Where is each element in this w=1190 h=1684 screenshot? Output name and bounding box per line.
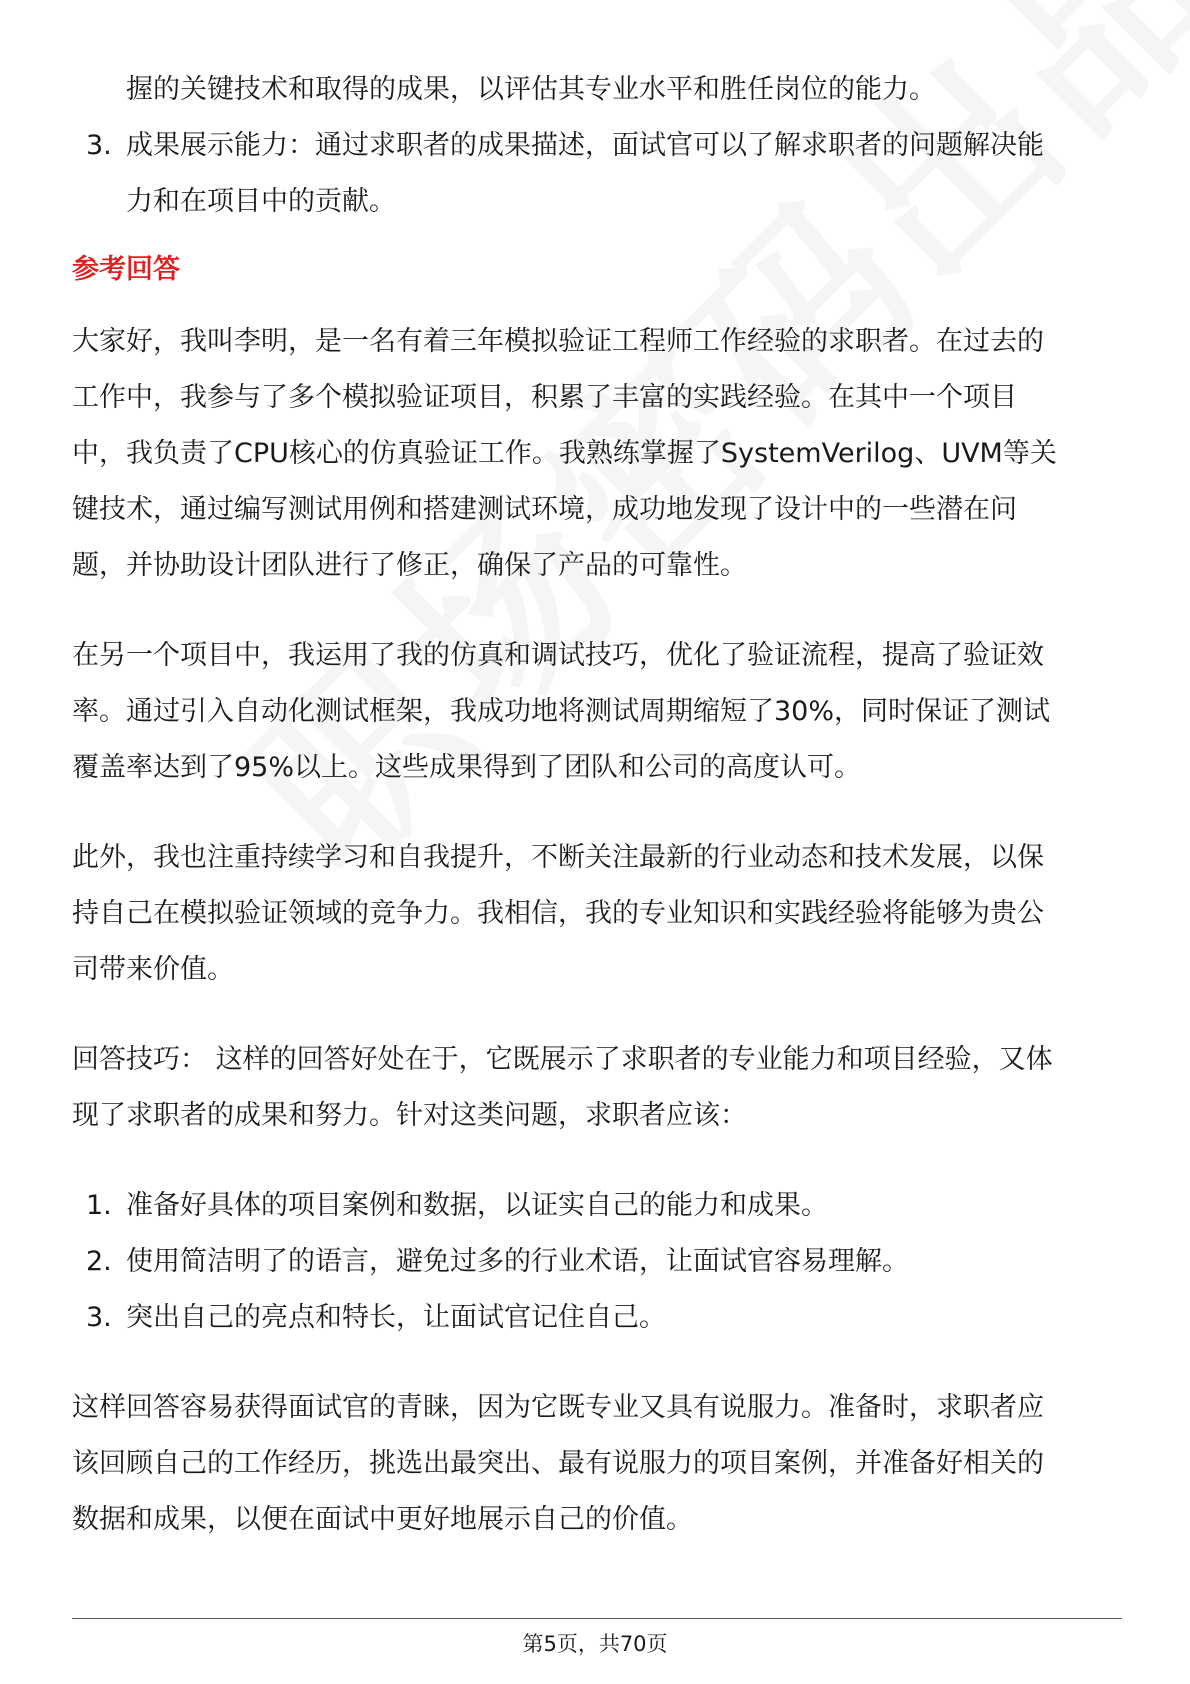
list-item: [72, 1290, 1122, 1346]
list-item: [72, 118, 1122, 174]
paragraph-4: [72, 1032, 1122, 1144]
paragraph-1: [72, 314, 1122, 594]
list-number: 1.: [86, 1190, 112, 1221]
paragraph-5: [72, 1380, 1122, 1548]
text-line: 率。通过引入自动化测试框架，我成功地将测试周期缩短了30%，同时保证了测试: [72, 696, 1051, 727]
text-line: 题，并协助设计团队进行了修正，确保了产品的可靠性。: [72, 550, 747, 581]
text-line: 现了求职者的成果和努力。针对这类问题，求职者应该：: [72, 1100, 747, 1131]
text-line: 数据和成果，以便在面试中更好地展示自己的价值。: [72, 1504, 693, 1535]
text-line: 大家好，我叫李明，是一名有着三年模拟验证工程师工作经验的求职者。在过去的: [72, 326, 1044, 357]
section-heading: 参考回答: [72, 254, 180, 285]
paragraph-3: [72, 830, 1122, 998]
text-line: 工作中，我参与了多个模拟验证项目，积累了丰富的实践经验。在其中一个项目: [72, 382, 1017, 413]
document-page: [72, 62, 1122, 1548]
text-line: 持自己在模拟验证领域的竞争力。我相信，我的专业知识和实践经验将能够为贵公: [72, 898, 1044, 929]
list-continuation-text: 握的关键技术和取得的成果，以评估其专业水平和胜任岗位的能力。: [126, 74, 936, 105]
list-item-wrap: [72, 174, 1122, 230]
list-item-text: 成果展示能力：通过求职者的成果描述，面试官可以了解求职者的问题解决能: [126, 130, 1044, 161]
list-item: [72, 1178, 1122, 1234]
list-item-text: 突出自己的亮点和特长，让面试官记住自己。: [126, 1302, 666, 1333]
list-continuation: [72, 62, 1122, 118]
list-number: 2.: [86, 1246, 112, 1277]
list-item-text: 使用简洁明了的语言，避免过多的行业术语，让面试官容易理解。: [126, 1246, 909, 1277]
list-number: 3.: [86, 130, 112, 161]
text-line: 这样回答容易获得面试官的青睐，因为它既专业又具有说服力。准备时，求职者应: [72, 1392, 1044, 1423]
list-item-text-line2: 力和在项目中的贡献。: [126, 186, 396, 217]
list-item: [72, 1234, 1122, 1290]
text-line: 回答技巧： 这样的回答好处在于，它既展示了求职者的专业能力和项目经验，又体: [72, 1044, 1053, 1075]
text-line: 中，我负责了CPU核心的仿真验证工作。我熟练掌握了SystemVerilog、UVM等关: [72, 438, 1057, 469]
footer-divider: [72, 1618, 1122, 1619]
text-line: 键技术，通过编写测试用例和搭建测试环境，成功地发现了设计中的一些潜在问: [72, 494, 1017, 525]
text-line: 覆盖率达到了95%以上。这些成果得到了团队和公司的高度认可。: [72, 752, 862, 783]
list-item-text: 准备好具体的项目案例和数据，以证实自己的能力和成果。: [126, 1190, 828, 1221]
text-line: 此外，我也注重持续学习和自我提升，不断关注最新的行业动态和技术发展，以保: [72, 842, 1044, 873]
text-line: 在另一个项目中，我运用了我的仿真和调试技巧，优化了验证流程，提高了验证效: [72, 640, 1044, 671]
list-number: 3.: [86, 1302, 112, 1333]
tips-list: [72, 1178, 1122, 1346]
paragraph-2: [72, 628, 1122, 796]
page-number: 第5页，共70页: [522, 1632, 668, 1656]
text-line: 该回顾自己的工作经历，挑选出最突出、最有说服力的项目案例，并准备好相关的: [72, 1448, 1044, 1479]
text-line: 司带来价值。: [72, 954, 234, 985]
